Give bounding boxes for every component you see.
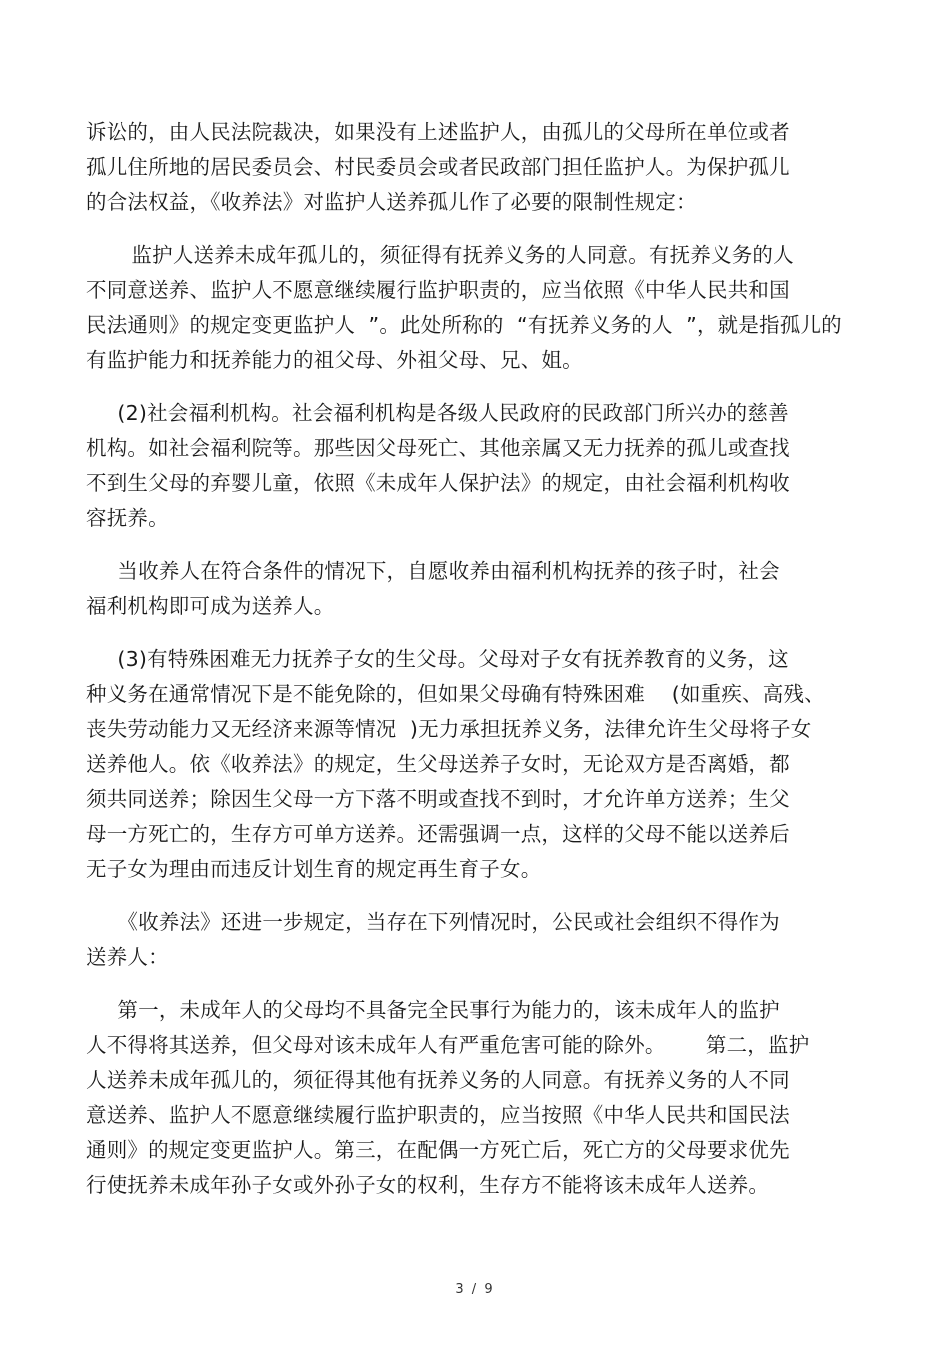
paragraph-3-line-1: (2)社会福利机构。社会福利机构是各级人民政府的民政部门所兴办的慈善 (104, 401, 789, 425)
paragraph-7-line-1: 第一，未成年人的父母均不具备完全民事行为能力的，该未成年人的监护 (104, 998, 780, 1022)
paragraph-1-line-2: 孤儿住所地的居民委员会、村民委员会或者民政部门担任监护人。为保护孤儿 (86, 155, 790, 179)
paragraph-4-line-2: 福利机构即可成为送养人。 (86, 594, 335, 618)
paragraph-5-line-1: (3)有特殊困难无力抚养子女的生父母。父母对子女有抚养教育的义务，这 (104, 647, 789, 671)
paragraph-2-line-1: 监护人送养未成年孤儿的，须征得有抚养义务的人同意。有抚养义务的人 (118, 243, 794, 267)
paragraph-5-line-6: 母一方死亡的，生存方可单方送养。还需强调一点，这样的父母不能以送养后 (86, 822, 790, 846)
paragraph-7-line-5: 通则》的规定变更监护人。第三，在配偶一方死亡后，死亡方的父母要求优先 (86, 1138, 790, 1162)
paragraph-7-line-3: 人送养未成年孤儿的，须征得其他有抚养义务的人同意。有抚养义务的人不同 (86, 1068, 790, 1092)
paragraph-6-line-1: 《收养法》还进一步规定，当存在下列情况时，公民或社会组织不得作为 (104, 910, 780, 934)
paragraph-3-line-3: 不到生父母的弃婴儿童，依照《未成年人保护法》的规定，由社会福利机构收 (86, 471, 790, 495)
paragraph-1-line-3: 的合法权益，《收养法》对监护人送养孤儿作了必要的限制性规定： (86, 190, 697, 214)
paragraph-2-line-3: 民法通则》的规定变更监护人 ”。此处所称的 “有抚养义务的人 ”，就是指孤儿的 (86, 313, 842, 337)
paragraph-1-line-1: 诉讼的，由人民法院裁决，如果没有上述监护人，由孤儿的父母所在单位或者 (86, 120, 790, 144)
paragraph-5-line-2: 种义务在通常情况下是不能免除的，但如果父母确有特殊困难 (如重疾、高残、 (86, 682, 825, 706)
paragraph-6-line-2: 送养人： (86, 945, 169, 969)
page-number: 3 / 9 (455, 1282, 495, 1297)
paragraph-7-line-4: 意送养、监护人不愿意继续履行监护职责的，应当按照《中华人民共和国民法 (86, 1103, 790, 1127)
paragraph-5-line-4: 送养他人。依《收养法》的规定，生父母送养子女时，无论双方是否离婚，都 (86, 752, 790, 776)
paragraph-5-line-3: 丧失劳动能力又无经济来源等情况 )无力承担抚养义务，法律允许生父母将子女 (86, 717, 812, 741)
paragraph-7-line-6: 行使抚养未成年孙子女或外孙子女的权利，生存方不能将该未成年人送养。 (86, 1173, 770, 1197)
paragraph-3-line-4: 容抚养。 (86, 506, 169, 530)
paragraph-2-line-2: 不同意送养、监护人不愿意继续履行监护职责的，应当依照《中华人民共和国 (86, 278, 790, 302)
paragraph-2-line-4: 有监护能力和抚养能力的祖父母、外祖父母、兄、姐。 (86, 348, 583, 372)
paragraph-3-line-2: 机构。如社会福利院等。那些因父母死亡、其他亲属又无力抚养的孤儿或查找 (86, 436, 790, 460)
paragraph-4-line-1: 当收养人在符合条件的情况下，自愿收养由福利机构抚养的孩子时，社会 (104, 559, 780, 583)
paragraph-7-line-2: 人不得将其送养，但父母对该未成年人有严重危害可能的除外。 第二，监护 (86, 1033, 810, 1057)
paragraph-5-line-7: 无子女为理由而违反计划生育的规定再生育子女。 (86, 857, 542, 881)
paragraph-5-line-5: 须共同送养；除因生父母一方下落不明或查找不到时，才允许单方送养；生父 (86, 787, 790, 811)
